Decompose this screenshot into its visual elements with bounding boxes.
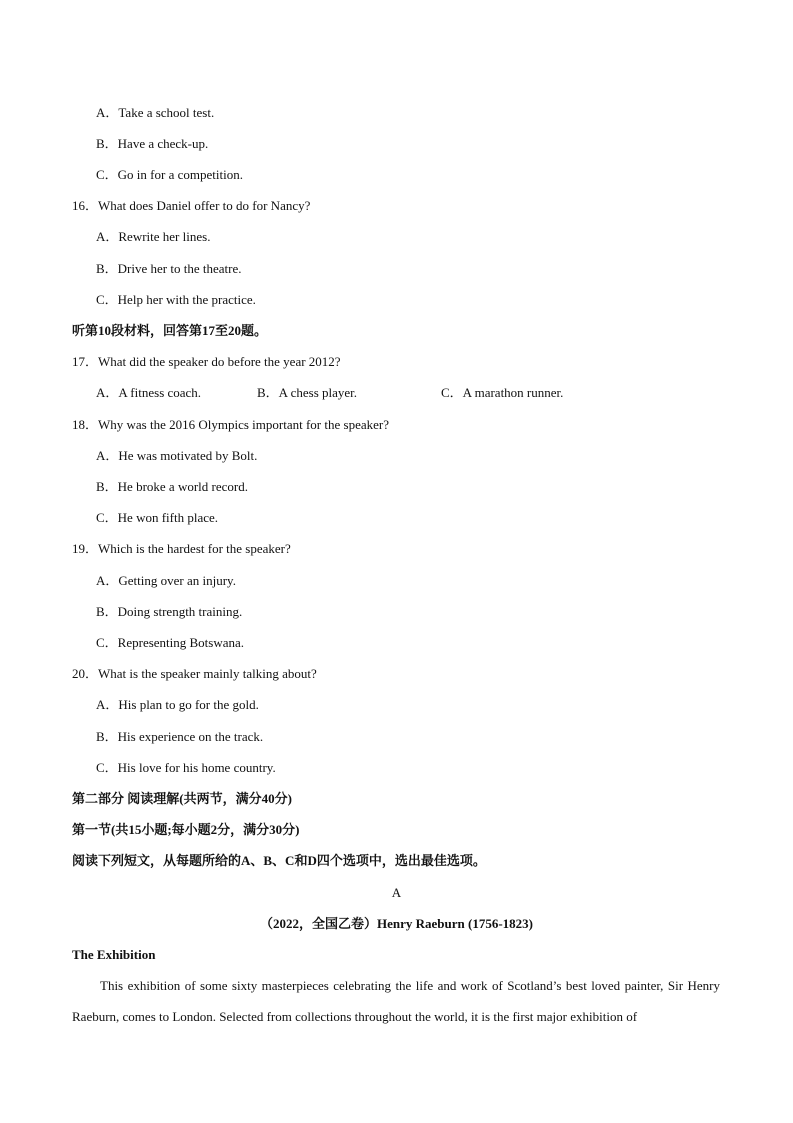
q19-option-a: A．Getting over an injury.: [96, 573, 236, 588]
q18-question: 18．Why was the 2016 Olympics important for the speaker?: [72, 417, 389, 432]
q18-option-a: A．He was motivated by Bolt.: [96, 448, 258, 463]
q19-option-c: C．Representing Botswana.: [96, 635, 245, 650]
q16-question: 16．What does Daniel offer to do for Nancy?: [72, 198, 311, 213]
q16-option-c: C．Help her with the practice.: [96, 292, 256, 307]
passage-source: （2022，全国乙卷）Henry Raeburn (1756-1823): [260, 916, 533, 931]
q20-option-a: A．His plan to go for the gold.: [96, 697, 259, 712]
passage-paragraph: [72, 970, 720, 1032]
q19-option-b: B．Doing strength training.: [96, 604, 243, 619]
q16-option-a: A．Rewrite her lines.: [96, 229, 211, 244]
instructions: 阅读下列短文，从每题所给的A、B、C和D四个选项中，选出最佳选项。: [72, 853, 486, 868]
part2-heading: 第二部分 阅读理解(共两节，满分40分): [72, 791, 292, 806]
passage-subtitle: The Exhibition: [72, 947, 156, 962]
q15-option-a: A．Take a school test.: [96, 105, 215, 120]
q20-option-c: C．His love for his home country.: [96, 760, 276, 775]
q17-option-c: C．A marathon runner.: [441, 385, 564, 400]
passage-text: This exhibition of some sixty masterpieces celebrating the life and work of Scotland’s best loved painter, Sir Henry Raeburn, comes to London. Selected from collections throughout the world, it is the first major exhibition of: [72, 978, 720, 1024]
q18-option-b: B．He broke a world record.: [96, 479, 248, 494]
q16-option-b: B．Drive her to the theatre.: [96, 261, 242, 276]
q17-question: 17．What did the speaker do before the year 2012?: [72, 354, 341, 369]
passage-letter: A: [391, 885, 402, 900]
q15-option-b: B．Have a check-up.: [96, 136, 209, 151]
q20-option-b: B．His experience on the track.: [96, 729, 264, 744]
q17-option-b: B．A chess player.: [257, 385, 358, 400]
q18-option-c: C．He won fifth place.: [96, 510, 219, 525]
q17-option-a: A．A fitness coach.: [96, 385, 202, 400]
q15-option-c: C．Go in for a competition.: [96, 167, 243, 182]
q19-question: 19．Which is the hardest for the speaker?: [72, 541, 291, 556]
section1-heading: 第一节(共15小题;每小题2分，满分30分): [72, 822, 300, 837]
q20-question: 20．What is the speaker mainly talking about?: [72, 666, 317, 681]
section10-heading: 听第10段材料，回答第17至20题。: [72, 323, 268, 338]
